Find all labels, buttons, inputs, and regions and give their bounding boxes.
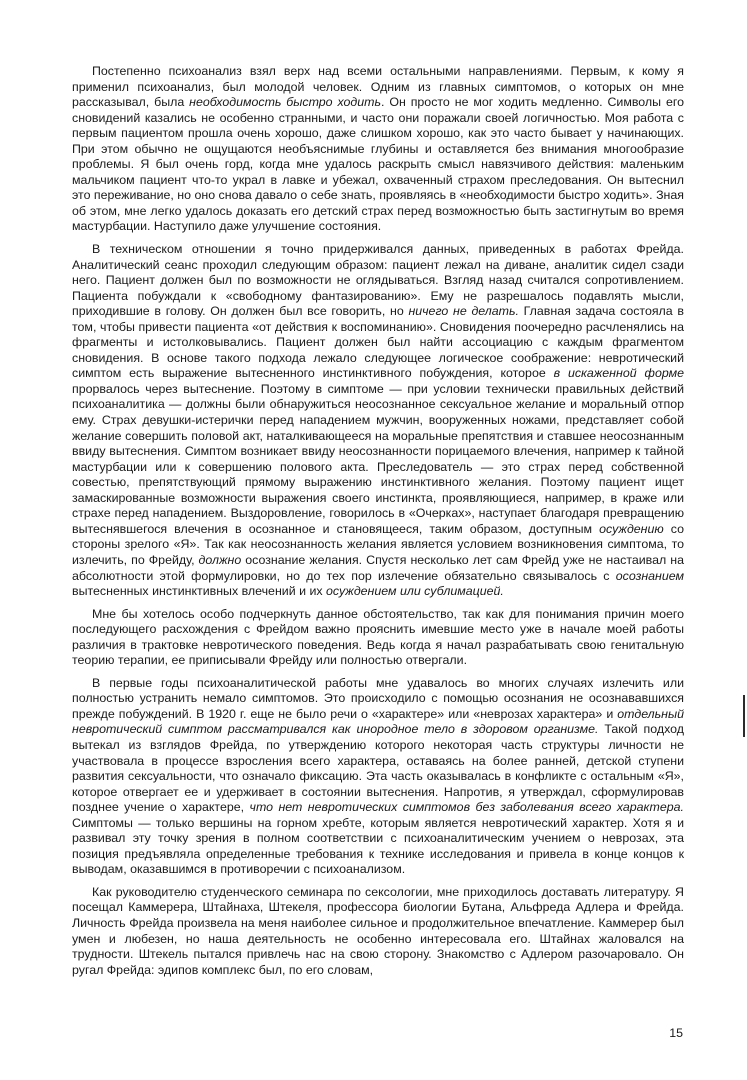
text-run: со стороны зрелого «Я». Так как неосознанность желания является условием возникновения симптома, то излечить, по Фрейду, — [72, 521, 685, 567]
paragraph-4 — [72, 676, 684, 878]
text-run: В техническом отношении я точно придерживался данных, приведенных в работах Фрейда. Аналитический сеанс проходил следующим образом: пациент лежал на диване, аналитик сидел сзади него. Пациент должен был по возможности не оглядываться. Взгляд назад считался сопротивлением. Пациента побуждали к «свободному фантазированию». Ему не разрешалось подавлять мысли, приходившие в голову. Он должен был все говорить, но — [72, 242, 684, 319]
paragraph-3 — [72, 607, 684, 669]
text-run: Мне бы хотелось особо подчеркнуть данное обстоятельство, так как для понимания причин моего последующего расхождения с Фрейдом важно прояснить имевшие место уже в начале моей работы различия в трактовке невротического поведения. Ведь когда я начал разрабатывать свою генитальную теорию терапии, ее приписывали Фрейду или полностью отвергали. — [72, 606, 684, 668]
italic-run: ничего не делать. — [408, 304, 519, 319]
italic-run: в искаженной форме — [553, 366, 684, 381]
text-run: Главная задача состояла в том, чтобы привести пациента «от действия к воспоминанию». Сновидения поочередно расчленялись на фрагменты и истолковывались. Пациент должен был найти ассоциацию с каждым фрагментом сновидения. В основе такого подхода лежало следующее логическое соображение: невротический симптом есть выражение вытесненного инстинктивного побуждения, которое — [72, 304, 684, 381]
text-run: Постепенно психоанализ взял верх над всеми остальными направлениями. Первым, к кому я применил психоанализ, был молодой человек. Одним из главных симптомов, о которых он мне рассказывал, была — [72, 64, 684, 110]
italic-run: осуждению — [599, 521, 664, 536]
italic-run: должно — [198, 552, 242, 567]
italic-run: осознанием — [615, 568, 684, 583]
text-run: . Он просто не мог ходить медленно. Символы его сновидений казались не особенно странными, и часто они поражали своей логичностью. Моя работа с первым пациентом прошла очень хорошо, даже слишком хорошо, как это часто бывает у начинающих. При этом обычно не ощущаются необъяснимые глубины и оставляется без внимания многообразие проблемы. Я был очень горд, когда мне удалось раскрыть смысл навязчивого действия: маленьким мальчиком пациент что-то украл в лавке и убежал, охваченный страхом преследования. Он вытеснил это переживание, но оно снова давало о себе знать, проявляясь в «необходимости быстро ходить». Зная об этом, мне легко удалось доказать его детский страх перед возможностью быть застигнутым во время мастурбации. Наступило даже улучшение состояния. — [72, 95, 684, 234]
text-run: Как руководителю студенческого семинара по сексологии, мне приходилось доставать литературу. Я посещал Каммерера, Штайнаха, Штекеля, профессора биологии Бутана, Альфреда Адлера и Фрейда. Личность Фрейда произвела на меня наиболее сильное и продолжительное впечатление. Каммерер был умен и любезен, но наша деятельность не особенно интересовала его. Штайнах жаловался на трудности. Штекель пытался привлечь нас на свою сторону. Знакомство с Адлером разочаровало. Он ругал Фрейда: эдипов комплекс был, по его словам, — [72, 884, 684, 977]
margin-mark — [743, 695, 745, 737]
paragraph-1 — [72, 64, 684, 235]
text-run: прорвалось через вытеснение. Поэтому в симптоме — при условии технически правильных действий психоаналитика — должны были обнаружиться неосознанное сексуальное желание и моральный отпор ему. Страх девушки-истерички перед нападением мужчин, вооруженных ножами, представляет собой желание совершить половой акт, наталкивающееся на моральные препятствия и ставшее неосознанным ввиду вытеснения. Симптом возникает ввиду неосознанности порицаемого влечения, например к тайной мастурбации или к совершению полового акта. Преследователь — это страх перед собственной совестью, препятствующий прямому выражению инстинктивного желания. Поэтому пациент ищет замаскированные возможности выражения своего инстинкта, проявляющиеся, например, в краже или страхе перед нападением. Выздоровление, говорилось в «Очерках», наступает благодаря превращению вытеснявшегося влечения в осознанное и становящееся, таким образом, доступным — [72, 381, 684, 536]
page-body — [72, 64, 684, 985]
page-number: 15 — [669, 1026, 683, 1040]
paragraph-2 — [72, 242, 684, 600]
italic-run: необходимость быстро ходить — [189, 95, 381, 110]
text-run: Симптомы — только вершины на горном хребте, которым является невротический характер. Хотя я и развивал эту точку зрения в полном соответствии с психоаналитическим учением о неврозах, эта позиция предъявляла определенные требования к технике исследования и привела в конце концов к выводам, оказавшимся в противоречии с психоанализом. — [72, 815, 684, 877]
text-run: В первые годы психоаналитической работы мне удавалось во многих случаях излечить или полностью устранить немало симптомов. Это происходило с помощью осознания не осознававшихся прежде побуждений. В 1920 г. еще не было речи о «характере» или «неврозах характера» и — [72, 675, 684, 721]
text-run: Такой подход вытекал из взглядов Фрейда, по утверждению которого некоторая часть структуры личности не участвовала в процессе взросления всего характера, оставаясь на более ранней, детской ступени развития сексуальности, что означало фиксацию. Эта часть оказывалась в конфликте с остальным «Я», которое отвергает ее и удерживает в состоянии вытеснения. Напротив, я утверждал, сформулировав позднее учение о характере, — [72, 722, 685, 815]
text-run: вытесненных инстинктивных влечений и их — [72, 584, 327, 599]
italic-run: что нет невротических симптомов без заболевания всего характера. — [249, 800, 684, 815]
italic-run: осуждением или сублимацией. — [326, 584, 504, 599]
text-run: осознание желания. Спустя несколько лет сам Фрейд уже не настаивал на абсолютности этой формулировки, но до тех пор излечение обязательно связывалось с — [72, 552, 684, 583]
italic-run: отдельный невротический симптом рассматривался как инородное тело в здоровом организме. — [72, 706, 684, 737]
paragraph-5 — [72, 885, 684, 978]
